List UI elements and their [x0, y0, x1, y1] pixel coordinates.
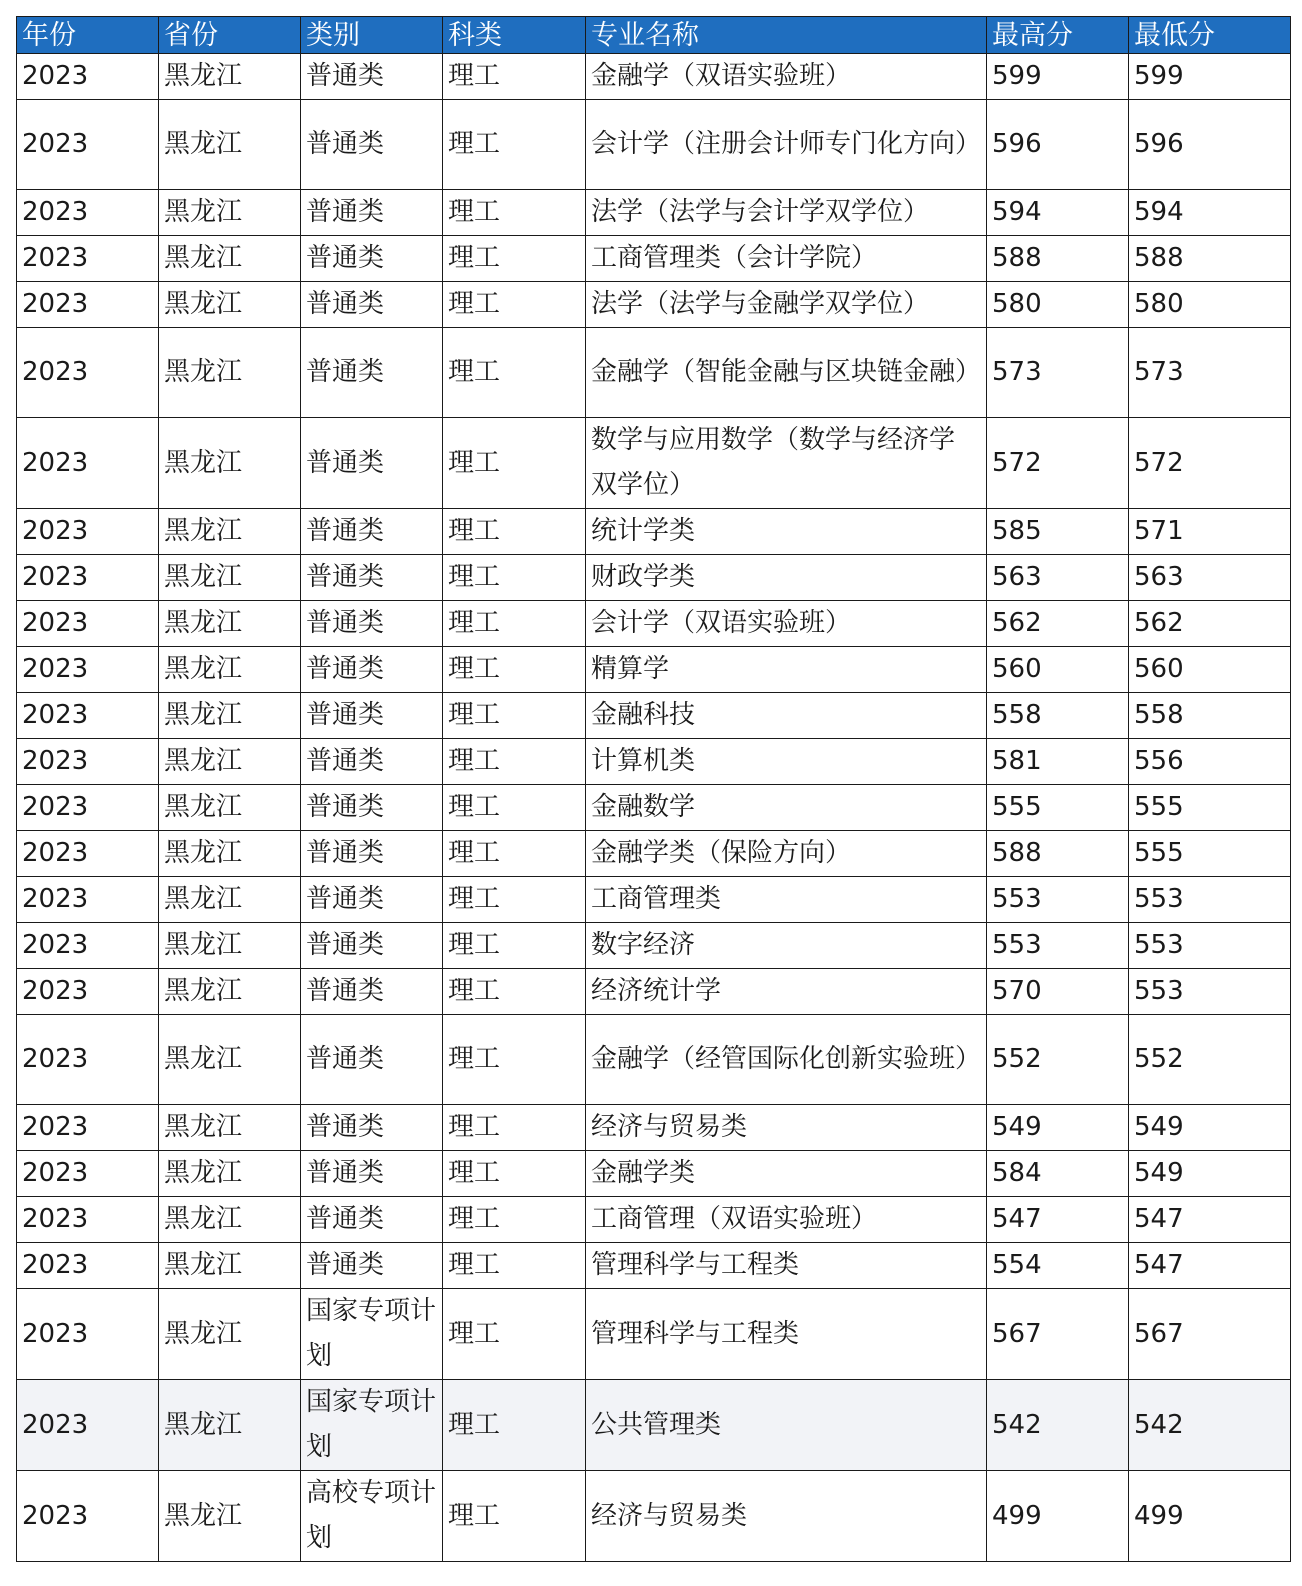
cell-max-score: 580: [987, 282, 1129, 328]
cell-province: 黑龙江: [159, 1289, 301, 1380]
cell-year: 2023: [17, 509, 159, 555]
cell-province: 黑龙江: [159, 328, 301, 418]
cell-major: 法学（法学与金融学双学位）: [586, 282, 987, 328]
cell-year: 2023: [17, 1380, 159, 1471]
header-min-score: 最低分: [1129, 17, 1291, 54]
cell-major: 精算学: [586, 647, 987, 693]
cell-min-score: 573: [1129, 328, 1291, 418]
header-major: 专业名称: [586, 17, 987, 54]
table-row: [17, 190, 1291, 236]
cell-category: 普通类: [301, 785, 443, 831]
cell-min-score: 549: [1129, 1105, 1291, 1151]
cell-year: 2023: [17, 1243, 159, 1289]
cell-max-score: 560: [987, 647, 1129, 693]
cell-subject: 理工: [443, 1015, 586, 1105]
cell-province: 黑龙江: [159, 601, 301, 647]
cell-max-score: 567: [987, 1289, 1129, 1380]
cell-min-score: 580: [1129, 282, 1291, 328]
cell-year: 2023: [17, 969, 159, 1015]
cell-category: 普通类: [301, 190, 443, 236]
cell-subject: 理工: [443, 1289, 586, 1380]
admission-score-table: [16, 16, 1291, 1562]
cell-subject: 理工: [443, 1380, 586, 1471]
cell-max-score: 596: [987, 100, 1129, 190]
table-row: [17, 1243, 1291, 1289]
header-category: 类别: [301, 17, 443, 54]
cell-year: 2023: [17, 100, 159, 190]
cell-province: 黑龙江: [159, 555, 301, 601]
cell-min-score: 552: [1129, 1015, 1291, 1105]
cell-subject: 理工: [443, 739, 586, 785]
table-row: [17, 509, 1291, 555]
header-province: 省份: [159, 17, 301, 54]
cell-province: 黑龙江: [159, 100, 301, 190]
table-row: [17, 1197, 1291, 1243]
cell-year: 2023: [17, 418, 159, 509]
cell-year: 2023: [17, 282, 159, 328]
cell-subject: 理工: [443, 831, 586, 877]
table-row: [17, 236, 1291, 282]
cell-province: 黑龙江: [159, 282, 301, 328]
table-body: [17, 54, 1291, 1562]
cell-subject: 理工: [443, 555, 586, 601]
cell-subject: 理工: [443, 923, 586, 969]
cell-min-score: 555: [1129, 785, 1291, 831]
cell-min-score: 499: [1129, 1471, 1291, 1562]
header-year: 年份: [17, 17, 159, 54]
cell-max-score: 553: [987, 923, 1129, 969]
cell-major: 管理科学与工程类: [586, 1289, 987, 1380]
cell-subject: 理工: [443, 282, 586, 328]
cell-category: 普通类: [301, 1105, 443, 1151]
cell-max-score: 542: [987, 1380, 1129, 1471]
cell-category: 普通类: [301, 969, 443, 1015]
cell-category: 普通类: [301, 1197, 443, 1243]
cell-category: 普通类: [301, 555, 443, 601]
cell-major: 金融学类（保险方向）: [586, 831, 987, 877]
cell-province: 黑龙江: [159, 1471, 301, 1562]
cell-max-score: 585: [987, 509, 1129, 555]
cell-min-score: 556: [1129, 739, 1291, 785]
cell-major: 法学（法学与会计学双学位）: [586, 190, 987, 236]
cell-major: 统计学类: [586, 509, 987, 555]
cell-year: 2023: [17, 1015, 159, 1105]
cell-year: 2023: [17, 1197, 159, 1243]
cell-major: 财政学类: [586, 555, 987, 601]
table-row: [17, 100, 1291, 190]
cell-subject: 理工: [443, 328, 586, 418]
cell-major: 计算机类: [586, 739, 987, 785]
cell-category: 普通类: [301, 54, 443, 100]
cell-category: 普通类: [301, 100, 443, 190]
cell-major: 金融学类: [586, 1151, 987, 1197]
table-row: [17, 647, 1291, 693]
cell-min-score: 599: [1129, 54, 1291, 100]
cell-subject: 理工: [443, 785, 586, 831]
cell-min-score: 562: [1129, 601, 1291, 647]
cell-max-score: 549: [987, 1105, 1129, 1151]
cell-subject: 理工: [443, 54, 586, 100]
cell-max-score: 588: [987, 236, 1129, 282]
cell-major: 金融学（经管国际化创新实验班）: [586, 1015, 987, 1105]
cell-major: 数学与应用数学（数学与经济学双学位）: [586, 418, 987, 509]
cell-category: 普通类: [301, 1015, 443, 1105]
cell-province: 黑龙江: [159, 647, 301, 693]
cell-major: 金融数学: [586, 785, 987, 831]
cell-min-score: 558: [1129, 693, 1291, 739]
cell-province: 黑龙江: [159, 1380, 301, 1471]
table-row: [17, 831, 1291, 877]
cell-max-score: 547: [987, 1197, 1129, 1243]
cell-subject: 理工: [443, 647, 586, 693]
cell-category: 普通类: [301, 509, 443, 555]
cell-province: 黑龙江: [159, 877, 301, 923]
header-max-score: 最高分: [987, 17, 1129, 54]
table-row: [17, 923, 1291, 969]
cell-max-score: 573: [987, 328, 1129, 418]
table-row: [17, 601, 1291, 647]
cell-subject: 理工: [443, 418, 586, 509]
cell-min-score: 571: [1129, 509, 1291, 555]
cell-year: 2023: [17, 923, 159, 969]
cell-subject: 理工: [443, 1105, 586, 1151]
cell-category: 普通类: [301, 647, 443, 693]
cell-max-score: 552: [987, 1015, 1129, 1105]
cell-category: 普通类: [301, 1151, 443, 1197]
cell-min-score: 553: [1129, 969, 1291, 1015]
cell-max-score: 594: [987, 190, 1129, 236]
cell-category: 国家专项计划: [301, 1289, 443, 1380]
cell-max-score: 599: [987, 54, 1129, 100]
table-row: [17, 1289, 1291, 1380]
cell-category: 普通类: [301, 328, 443, 418]
cell-subject: 理工: [443, 877, 586, 923]
cell-province: 黑龙江: [159, 1197, 301, 1243]
header-subject: 科类: [443, 17, 586, 54]
cell-subject: 理工: [443, 190, 586, 236]
cell-subject: 理工: [443, 969, 586, 1015]
cell-province: 黑龙江: [159, 190, 301, 236]
cell-year: 2023: [17, 54, 159, 100]
table-row: [17, 282, 1291, 328]
cell-min-score: 560: [1129, 647, 1291, 693]
cell-major: 经济与贸易类: [586, 1471, 987, 1562]
cell-category: 高校专项计划: [301, 1471, 443, 1562]
cell-subject: 理工: [443, 601, 586, 647]
table-row: [17, 1105, 1291, 1151]
cell-major: 经济统计学: [586, 969, 987, 1015]
cell-min-score: 553: [1129, 877, 1291, 923]
cell-max-score: 563: [987, 555, 1129, 601]
table-row: [17, 1380, 1291, 1471]
cell-max-score: 562: [987, 601, 1129, 647]
cell-category: 普通类: [301, 693, 443, 739]
cell-year: 2023: [17, 831, 159, 877]
cell-year: 2023: [17, 647, 159, 693]
cell-max-score: 588: [987, 831, 1129, 877]
cell-major: 数字经济: [586, 923, 987, 969]
cell-major: 工商管理（双语实验班）: [586, 1197, 987, 1243]
cell-min-score: 555: [1129, 831, 1291, 877]
cell-major: 公共管理类: [586, 1380, 987, 1471]
table-row: [17, 1015, 1291, 1105]
cell-province: 黑龙江: [159, 54, 301, 100]
cell-province: 黑龙江: [159, 785, 301, 831]
table-row: [17, 555, 1291, 601]
cell-province: 黑龙江: [159, 693, 301, 739]
cell-category: 普通类: [301, 418, 443, 509]
cell-major: 经济与贸易类: [586, 1105, 987, 1151]
cell-province: 黑龙江: [159, 969, 301, 1015]
table-row: [17, 739, 1291, 785]
table-row: [17, 418, 1291, 509]
cell-subject: 理工: [443, 1151, 586, 1197]
cell-category: 普通类: [301, 1243, 443, 1289]
cell-subject: 理工: [443, 1471, 586, 1562]
table-row: [17, 54, 1291, 100]
cell-year: 2023: [17, 1151, 159, 1197]
cell-province: 黑龙江: [159, 923, 301, 969]
cell-category: 普通类: [301, 923, 443, 969]
table-row: [17, 328, 1291, 418]
cell-subject: 理工: [443, 1197, 586, 1243]
cell-subject: 理工: [443, 1243, 586, 1289]
cell-min-score: 594: [1129, 190, 1291, 236]
cell-max-score: 555: [987, 785, 1129, 831]
cell-min-score: 563: [1129, 555, 1291, 601]
cell-category: 普通类: [301, 282, 443, 328]
cell-max-score: 499: [987, 1471, 1129, 1562]
cell-year: 2023: [17, 555, 159, 601]
cell-max-score: 554: [987, 1243, 1129, 1289]
cell-min-score: 567: [1129, 1289, 1291, 1380]
cell-major: 管理科学与工程类: [586, 1243, 987, 1289]
cell-category: 普通类: [301, 877, 443, 923]
cell-year: 2023: [17, 785, 159, 831]
cell-province: 黑龙江: [159, 739, 301, 785]
cell-year: 2023: [17, 1471, 159, 1562]
cell-subject: 理工: [443, 100, 586, 190]
cell-min-score: 547: [1129, 1243, 1291, 1289]
cell-province: 黑龙江: [159, 418, 301, 509]
cell-year: 2023: [17, 236, 159, 282]
header-row: [17, 17, 1291, 54]
cell-min-score: 572: [1129, 418, 1291, 509]
cell-province: 黑龙江: [159, 1105, 301, 1151]
table-row: [17, 693, 1291, 739]
table-row: [17, 1471, 1291, 1562]
cell-subject: 理工: [443, 509, 586, 555]
cell-year: 2023: [17, 1289, 159, 1380]
cell-major: 金融学（双语实验班）: [586, 54, 987, 100]
cell-province: 黑龙江: [159, 1151, 301, 1197]
cell-major: 金融科技: [586, 693, 987, 739]
cell-max-score: 570: [987, 969, 1129, 1015]
cell-province: 黑龙江: [159, 1243, 301, 1289]
cell-category: 国家专项计划: [301, 1380, 443, 1471]
cell-min-score: 553: [1129, 923, 1291, 969]
cell-min-score: 549: [1129, 1151, 1291, 1197]
cell-max-score: 584: [987, 1151, 1129, 1197]
cell-max-score: 572: [987, 418, 1129, 509]
cell-subject: 理工: [443, 236, 586, 282]
cell-year: 2023: [17, 601, 159, 647]
cell-category: 普通类: [301, 601, 443, 647]
cell-min-score: 547: [1129, 1197, 1291, 1243]
cell-category: 普通类: [301, 831, 443, 877]
table-row: [17, 785, 1291, 831]
cell-category: 普通类: [301, 236, 443, 282]
cell-min-score: 596: [1129, 100, 1291, 190]
cell-subject: 理工: [443, 693, 586, 739]
cell-province: 黑龙江: [159, 509, 301, 555]
cell-year: 2023: [17, 739, 159, 785]
cell-year: 2023: [17, 1105, 159, 1151]
cell-major: 工商管理类（会计学院）: [586, 236, 987, 282]
cell-year: 2023: [17, 877, 159, 923]
cell-year: 2023: [17, 328, 159, 418]
cell-year: 2023: [17, 190, 159, 236]
table-row: [17, 877, 1291, 923]
cell-category: 普通类: [301, 739, 443, 785]
cell-major: 会计学（注册会计师专门化方向）: [586, 100, 987, 190]
cell-province: 黑龙江: [159, 831, 301, 877]
cell-major: 金融学（智能金融与区块链金融）: [586, 328, 987, 418]
cell-min-score: 542: [1129, 1380, 1291, 1471]
table-row: [17, 1151, 1291, 1197]
cell-province: 黑龙江: [159, 236, 301, 282]
cell-max-score: 553: [987, 877, 1129, 923]
cell-max-score: 558: [987, 693, 1129, 739]
cell-year: 2023: [17, 693, 159, 739]
cell-major: 会计学（双语实验班）: [586, 601, 987, 647]
cell-province: 黑龙江: [159, 1015, 301, 1105]
cell-max-score: 581: [987, 739, 1129, 785]
table-row: [17, 969, 1291, 1015]
cell-min-score: 588: [1129, 236, 1291, 282]
cell-major: 工商管理类: [586, 877, 987, 923]
